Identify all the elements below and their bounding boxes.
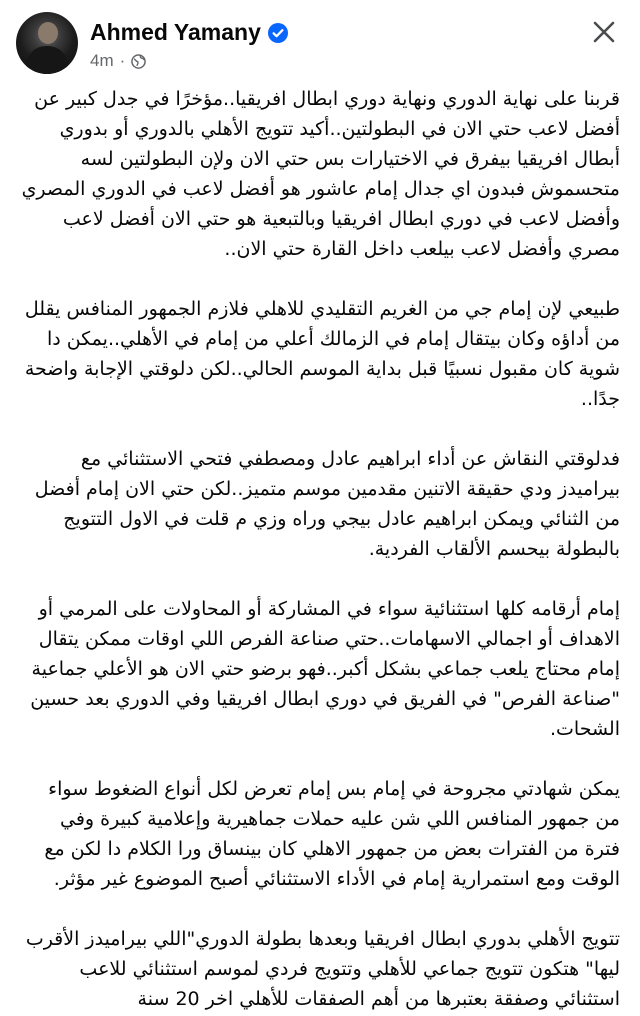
- author-name-row: [90, 19, 288, 46]
- post-paragraph: يمكن شهادتي مجروحة في إمام بس إمام تعرض لكل أنواع الضغوط سواء من جمهور المنافس اللي شن عليه حملات جماهيرية وإعلامية كبيرة وفي فترة من الفترات بعض من جمهور الاهلي كان بينساق ورا الكلام دا لكن مع الوقت ومع استمرارية إمام في الأداء الاستثنائي أصبح الموضوع غير مؤثر.: [44, 778, 620, 890]
- post-paragraph: قربنا على نهاية الدوري ونهاية دوري ابطال افريقيا..مؤخرًا في جدل كبير عن أفضل لاعب حتي الان في البطولتين..أكيد تتويج الأهلي بالدوري أو بدوري أبطال افريقيا بيفرق في الاختيارات بس حتي الان ولإن البطولتين لسه متحسموش فبدون اي جدال إمام عاشور هو أفضل لاعب في الدوري المصري وأفضل لاعب في دوري ابطال افريقيا وبالتبعية هو حتي الان أفضل لاعب مصري وأفضل لاعب بيلعب داخل القارة حتي الان..: [21, 88, 620, 260]
- globe-icon: [131, 54, 146, 69]
- post-paragraph: تتويج الأهلي بدوري ابطال افريقيا وبعدها بطولة الدوري"اللي بيراميدز الأقرب ليها" هتكون تتويج جماعي للأهلي وتتويج فردي لموسم استثنائي للاعب استثنائي وصفقة بعتبرها من أهم الصفقات للأهلي اخر 20 سنة: [25, 928, 620, 1010]
- post-header: [0, 0, 640, 82]
- author-name[interactable]: Ahmed Yamany: [90, 19, 261, 45]
- post-paragraph: إمام أرقامه كلها استثنائية سواء في المشاركة أو المحاولات على المرمي أو الاهداف أو اجمالي الاسهامات..حتي صناعة الفرص اللي اوقات ممكن يتقال إمام محتاج يلعب جماعي بشكل أكبر..فهو برضو حتي الان هو الأعلي جماعية "صناعة الفرص" في الفريق في دوري ابطال افريقيا وفي الدوري بعد حسين الشحات.: [30, 598, 620, 740]
- verified-badge-icon: [268, 23, 288, 43]
- post-text: [0, 82, 640, 1014]
- post-paragraph: طبيعي لإن إمام جي من الغريم التقليدي للاهلي فلازم الجمهور المنافس يقلل من أداؤه وكان بيتقال إمام في الزمالك أعلي من إمام في الأهلي..يمكن دا شوية كان مقبول نسبيًا قبل بداية الموسم الحالي..لكن دلوقتي الإجابة واضحة جدًا..: [24, 298, 620, 410]
- close-icon[interactable]: [590, 18, 618, 46]
- avatar-head: [38, 22, 58, 44]
- meta-separator: ·: [119, 51, 126, 70]
- author-avatar[interactable]: [16, 12, 78, 74]
- post-meta: [90, 51, 146, 71]
- post-time[interactable]: 4m: [90, 51, 114, 70]
- post-paragraph: فدلوقتي النقاش عن أداء ابراهيم عادل ومصطفي فتحي الاستثنائي مع بيراميدز ودي حقيقة الاتنين مقدمين موسم متميز..لكن حتي الان إمام أفضل من الثنائي ويمكن ابراهيم عادل بيجي وراه وزي م قلت في الاول التتويج بالبطولة بيحسم الألقاب الفردية.: [34, 448, 620, 560]
- avatar-body: [26, 46, 68, 74]
